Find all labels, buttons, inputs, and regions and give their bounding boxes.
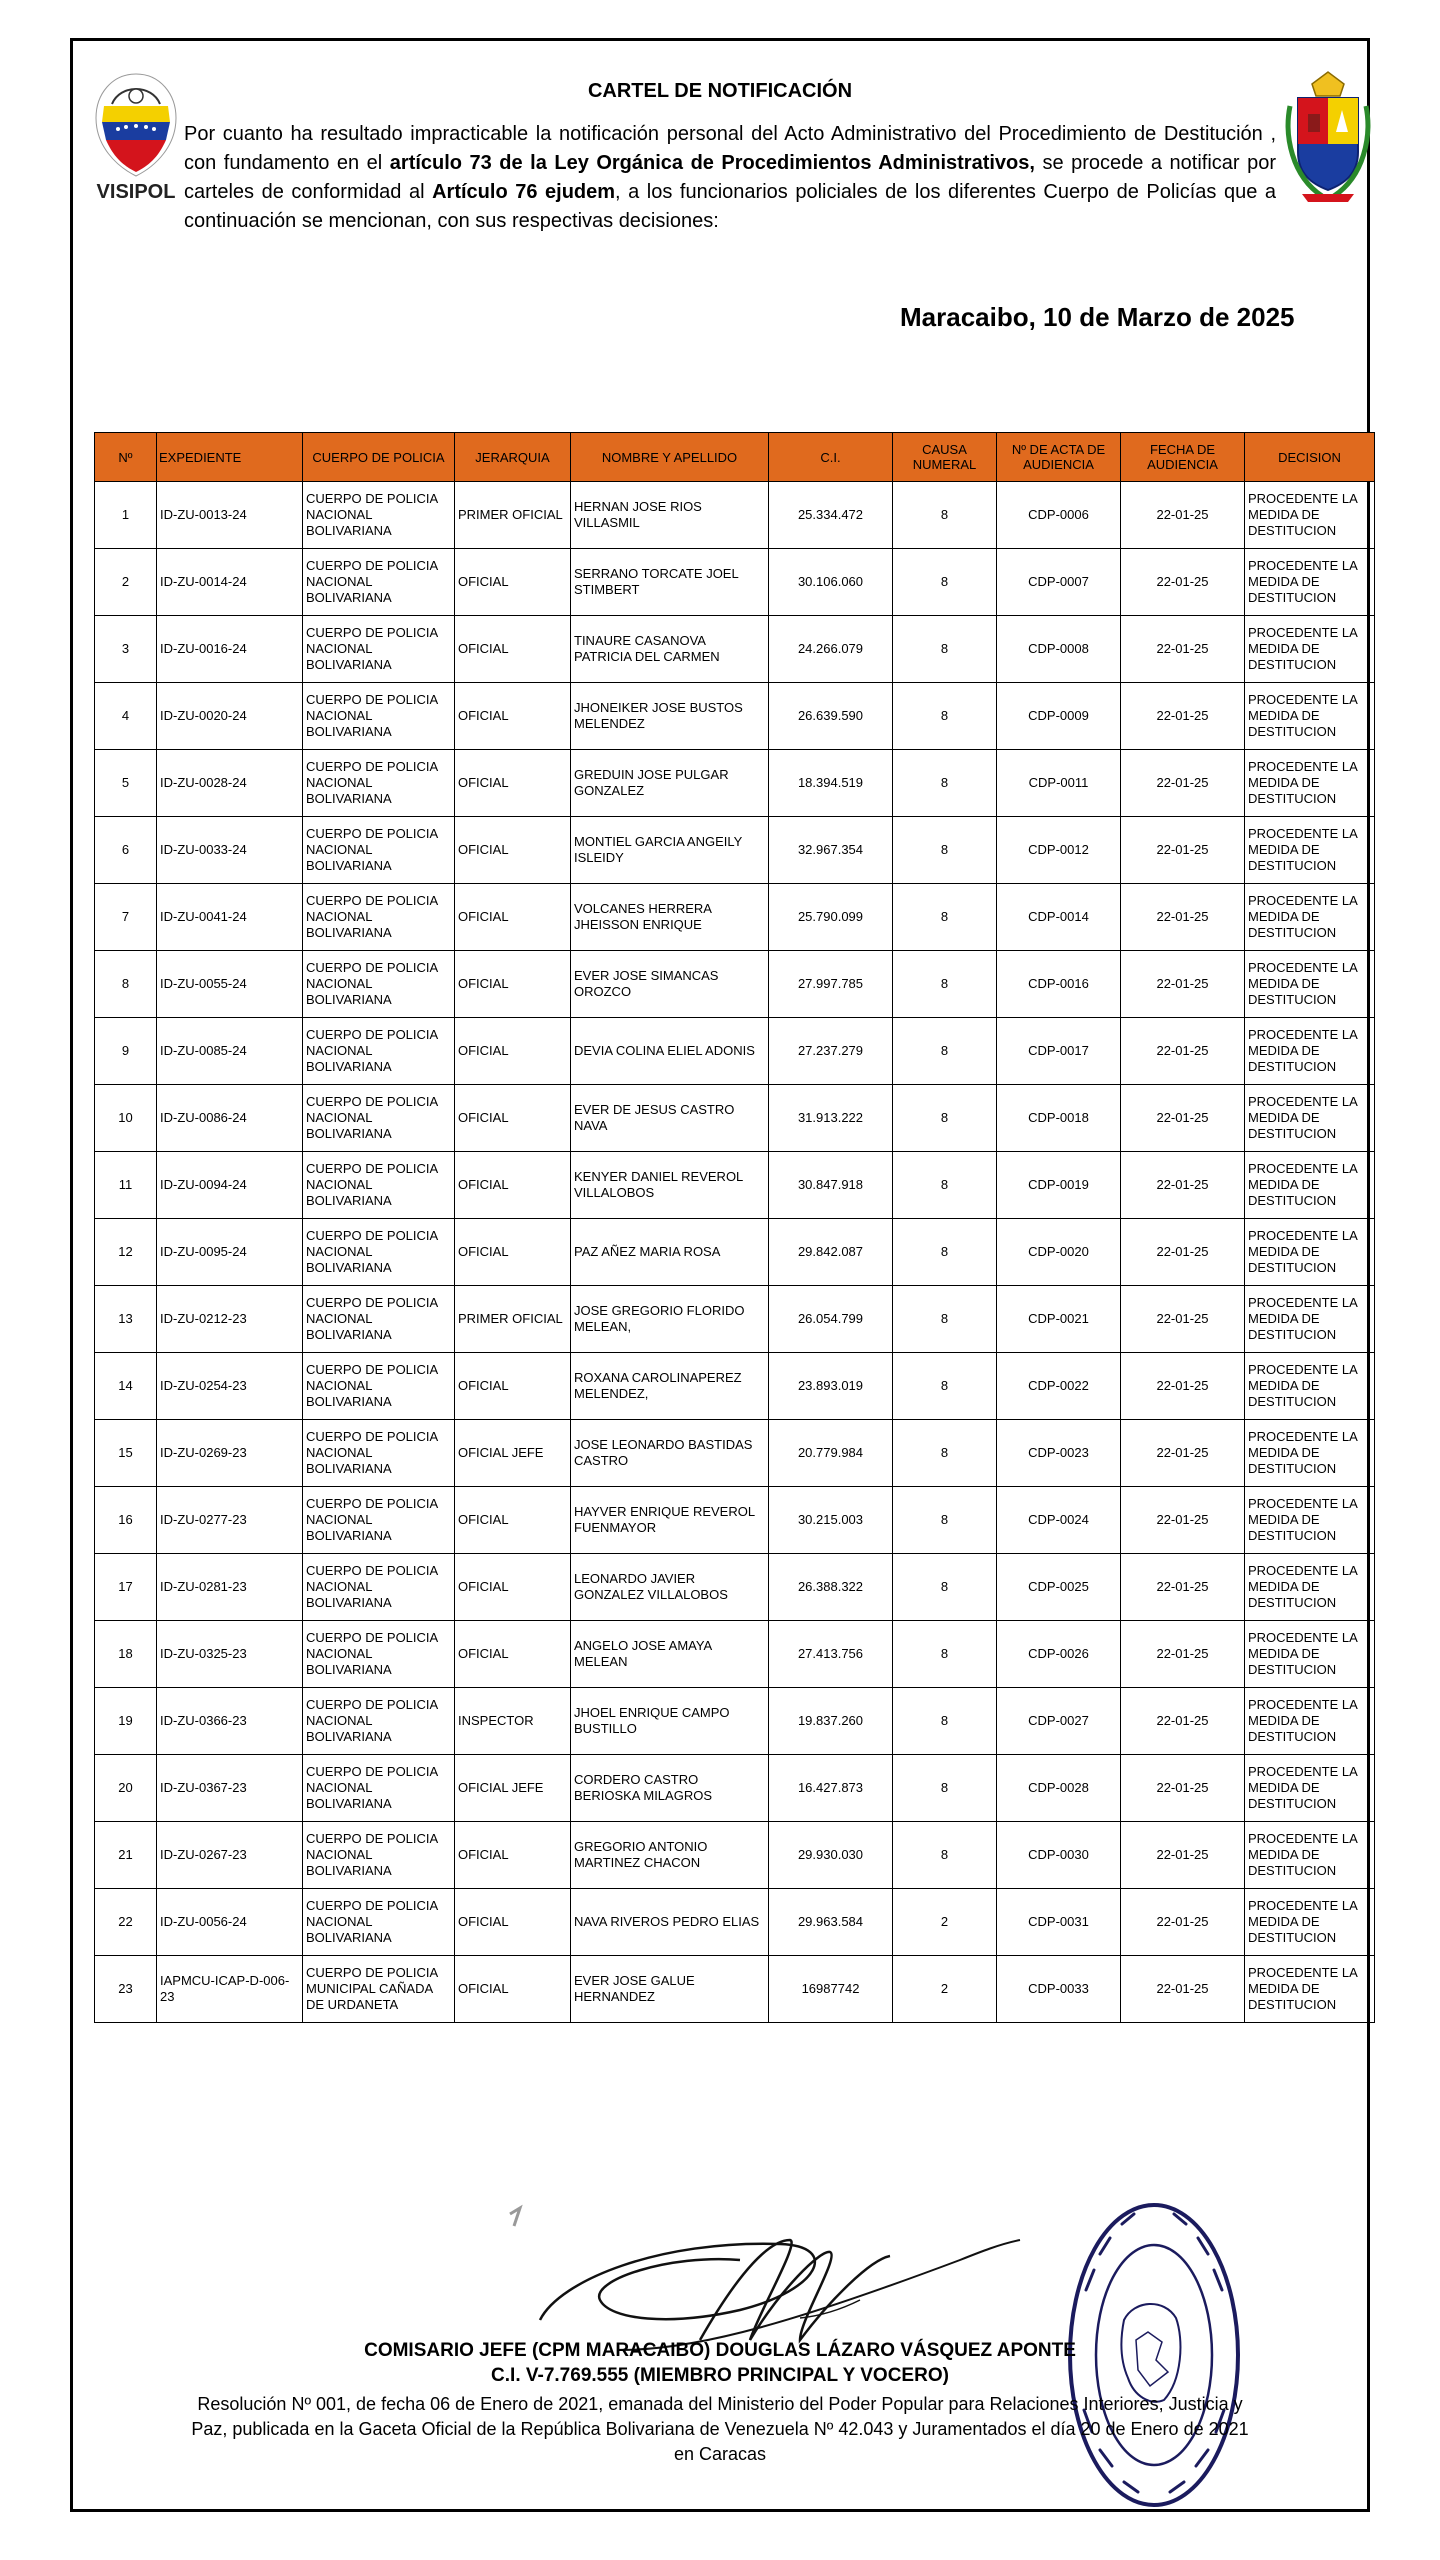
acta-cell: CDP-0021 [997, 1286, 1121, 1353]
fecha-cell: 22-01-25 [1121, 1219, 1245, 1286]
fecha-cell: 22-01-25 [1121, 1621, 1245, 1688]
fecha-cell: 22-01-25 [1121, 951, 1245, 1018]
decision-cell: PROCEDENTE LA MEDIDA DE DESTITUCION [1245, 1621, 1375, 1688]
intro-text-1: Por cuanto ha resultado impracticable la notificación personal del Acto Administrativo del Procedimiento de Destitución , con fundamento en el [184, 123, 1276, 174]
cedula-cell: 29.963.584 [769, 1889, 893, 1956]
causa-cell: 8 [893, 1152, 997, 1219]
decision-cell: PROCEDENTE LA MEDIDA DE DESTITUCION [1245, 1353, 1375, 1420]
signer-name: COMISARIO JEFE (CPM MARACAIBO) DOUGLAS LÁZARO VÁSQUEZ APONTE [364, 2340, 1076, 2361]
nombre-cell: MONTIEL GARCIA ANGEILY ISLEIDY [571, 817, 769, 884]
column-header: NOMBRE Y APELLIDO [571, 433, 769, 482]
row-number: 19 [95, 1688, 157, 1755]
row-number: 18 [95, 1621, 157, 1688]
cuerpo-policia-cell: CUERPO DE POLICIA NACIONAL BOLIVARIANA [303, 1353, 455, 1420]
nombre-cell: GREGORIO ANTONIO MARTINEZ CHACON [571, 1822, 769, 1889]
table-row [95, 1755, 1375, 1822]
jerarquia-cell: OFICIAL [455, 951, 571, 1018]
expediente-cell: ID-ZU-0086-24 [157, 1085, 303, 1152]
cuerpo-policia-cell: CUERPO DE POLICIA NACIONAL BOLIVARIANA [303, 1152, 455, 1219]
expediente-cell: ID-ZU-0277-23 [157, 1487, 303, 1554]
table-row [95, 549, 1375, 616]
table-row [95, 1889, 1375, 1956]
cedula-cell: 26.054.799 [769, 1286, 893, 1353]
decision-cell: PROCEDENTE LA MEDIDA DE DESTITUCION [1245, 1286, 1375, 1353]
nombre-cell: ROXANA CAROLINAPEREZ MELENDEZ, [571, 1353, 769, 1420]
acta-cell: CDP-0009 [997, 683, 1121, 750]
causa-cell: 8 [893, 1487, 997, 1554]
causa-cell: 8 [893, 884, 997, 951]
jerarquia-cell: OFICIAL [455, 1353, 571, 1420]
expediente-cell: ID-ZU-0281-23 [157, 1554, 303, 1621]
nombre-cell: GREDUIN JOSE PULGAR GONZALEZ [571, 750, 769, 817]
jerarquia-cell: OFICIAL JEFE [455, 1755, 571, 1822]
fecha-cell: 22-01-25 [1121, 549, 1245, 616]
cuerpo-policia-cell: CUERPO DE POLICIA NACIONAL BOLIVARIANA [303, 549, 455, 616]
nombre-cell: LEONARDO JAVIER GONZALEZ VILLALOBOS [571, 1554, 769, 1621]
decision-cell: PROCEDENTE LA MEDIDA DE DESTITUCION [1245, 1152, 1375, 1219]
causa-cell: 8 [893, 1353, 997, 1420]
nombre-cell: DEVIA COLINA ELIEL ADONIS [571, 1018, 769, 1085]
cuerpo-policia-cell: CUERPO DE POLICIA NACIONAL BOLIVARIANA [303, 1487, 455, 1554]
table-row [95, 1487, 1375, 1554]
cedula-cell: 25.790.099 [769, 884, 893, 951]
decision-cell: PROCEDENTE LA MEDIDA DE DESTITUCION [1245, 884, 1375, 951]
acta-cell: CDP-0022 [997, 1353, 1121, 1420]
fecha-cell: 22-01-25 [1121, 1487, 1245, 1554]
jerarquia-cell: OFICIAL [455, 1554, 571, 1621]
visipol-logo-text: VISIPOL [96, 181, 176, 203]
cedula-cell: 27.997.785 [769, 951, 893, 1018]
expediente-cell: ID-ZU-0055-24 [157, 951, 303, 1018]
jerarquia-cell: OFICIAL [455, 1889, 571, 1956]
column-header: EXPEDIENTE [157, 433, 303, 482]
jerarquia-cell: OFICIAL [455, 1018, 571, 1085]
expediente-cell: ID-ZU-0094-24 [157, 1152, 303, 1219]
decision-cell: PROCEDENTE LA MEDIDA DE DESTITUCION [1245, 482, 1375, 549]
decision-cell: PROCEDENTE LA MEDIDA DE DESTITUCION [1245, 1219, 1375, 1286]
nombre-cell: JOSE GREGORIO FLORIDO MELEAN, [571, 1286, 769, 1353]
table-row [95, 1085, 1375, 1152]
causa-cell: 8 [893, 1219, 997, 1286]
row-number: 9 [95, 1018, 157, 1085]
acta-cell: CDP-0025 [997, 1554, 1121, 1621]
cuerpo-policia-cell: CUERPO DE POLICIA NACIONAL BOLIVARIANA [303, 1621, 455, 1688]
expediente-cell: ID-ZU-0267-23 [157, 1822, 303, 1889]
cedula-cell: 16.427.873 [769, 1755, 893, 1822]
row-number: 1 [95, 482, 157, 549]
nombre-cell: HERNAN JOSE RIOS VILLASMIL [571, 482, 769, 549]
expediente-cell: ID-ZU-0254-23 [157, 1353, 303, 1420]
nombre-cell: ANGELO JOSE AMAYA MELEAN [571, 1621, 769, 1688]
causa-cell: 8 [893, 1420, 997, 1487]
row-number: 10 [95, 1085, 157, 1152]
cedula-cell: 24.266.079 [769, 616, 893, 683]
causa-cell: 8 [893, 1554, 997, 1621]
acta-cell: CDP-0023 [997, 1420, 1121, 1487]
expediente-cell: ID-ZU-0325-23 [157, 1621, 303, 1688]
cuerpo-policia-cell: CUERPO DE POLICIA NACIONAL BOLIVARIANA [303, 1755, 455, 1822]
jerarquia-cell: INSPECTOR [455, 1688, 571, 1755]
expediente-cell: ID-ZU-0367-23 [157, 1755, 303, 1822]
causa-cell: 8 [893, 1822, 997, 1889]
column-header: DECISION [1245, 433, 1375, 482]
acta-cell: CDP-0008 [997, 616, 1121, 683]
nombre-cell: TINAURE CASANOVA PATRICIA DEL CARMEN [571, 616, 769, 683]
jerarquia-cell: PRIMER OFICIAL [455, 482, 571, 549]
nombre-cell: KENYER DANIEL REVEROL VILLALOBOS [571, 1152, 769, 1219]
acta-cell: CDP-0012 [997, 817, 1121, 884]
cedula-cell: 29.842.087 [769, 1219, 893, 1286]
jerarquia-cell: OFICIAL [455, 750, 571, 817]
row-number: 15 [95, 1420, 157, 1487]
fecha-cell: 22-01-25 [1121, 817, 1245, 884]
document-title: CARTEL DE NOTIFICACIÓN [587, 80, 853, 102]
cedula-cell: 27.237.279 [769, 1018, 893, 1085]
row-number: 7 [95, 884, 157, 951]
acta-cell: CDP-0016 [997, 951, 1121, 1018]
cedula-cell: 27.413.756 [769, 1621, 893, 1688]
column-header: FECHA DE AUDIENCIA [1121, 433, 1245, 482]
cuerpo-policia-cell: CUERPO DE POLICIA NACIONAL BOLIVARIANA [303, 1420, 455, 1487]
nombre-cell: NAVA RIVEROS PEDRO ELIAS [571, 1889, 769, 1956]
row-number: 20 [95, 1755, 157, 1822]
cuerpo-policia-cell: CUERPO DE POLICIA NACIONAL BOLIVARIANA [303, 1822, 455, 1889]
decision-cell: PROCEDENTE LA MEDIDA DE DESTITUCION [1245, 616, 1375, 683]
causa-cell: 2 [893, 1956, 997, 2023]
row-number: 23 [95, 1956, 157, 2023]
cedula-cell: 29.930.030 [769, 1822, 893, 1889]
expediente-cell: ID-ZU-0085-24 [157, 1018, 303, 1085]
cedula-cell: 30.106.060 [769, 549, 893, 616]
jerarquia-cell: OFICIAL [455, 1621, 571, 1688]
cedula-cell: 20.779.984 [769, 1420, 893, 1487]
acta-cell: CDP-0007 [997, 549, 1121, 616]
acta-cell: CDP-0020 [997, 1219, 1121, 1286]
cedula-cell: 25.334.472 [769, 482, 893, 549]
table-row [95, 1956, 1375, 2023]
acta-cell: CDP-0027 [997, 1688, 1121, 1755]
jerarquia-cell: OFICIAL JEFE [455, 1420, 571, 1487]
cedula-cell: 30.847.918 [769, 1152, 893, 1219]
column-header: JERARQUIA [455, 433, 571, 482]
fecha-cell: 22-01-25 [1121, 482, 1245, 549]
causa-cell: 8 [893, 750, 997, 817]
fecha-cell: 22-01-25 [1121, 1822, 1245, 1889]
table-body [95, 482, 1375, 2023]
intro-paragraph [184, 120, 1276, 236]
jerarquia-cell: OFICIAL [455, 1152, 571, 1219]
decision-cell: PROCEDENTE LA MEDIDA DE DESTITUCION [1245, 1822, 1375, 1889]
cedula-cell: 30.215.003 [769, 1487, 893, 1554]
table-row [95, 1822, 1375, 1889]
row-number: 22 [95, 1889, 157, 1956]
nombre-cell: JHONEIKER JOSE BUSTOS MELENDEZ [571, 683, 769, 750]
cuerpo-policia-cell: CUERPO DE POLICIA NACIONAL BOLIVARIANA [303, 951, 455, 1018]
fecha-cell: 22-01-25 [1121, 1085, 1245, 1152]
jerarquia-cell: PRIMER OFICIAL [455, 1286, 571, 1353]
fecha-cell: 22-01-25 [1121, 1755, 1245, 1822]
jerarquia-cell: OFICIAL [455, 1487, 571, 1554]
jerarquia-cell: OFICIAL [455, 1956, 571, 2023]
cuerpo-policia-cell: CUERPO DE POLICIA NACIONAL BOLIVARIANA [303, 884, 455, 951]
causa-cell: 8 [893, 951, 997, 1018]
jerarquia-cell: OFICIAL [455, 549, 571, 616]
cuerpo-policia-cell: CUERPO DE POLICIA NACIONAL BOLIVARIANA [303, 1688, 455, 1755]
fecha-cell: 22-01-25 [1121, 616, 1245, 683]
table-row [95, 482, 1375, 549]
decision-cell: PROCEDENTE LA MEDIDA DE DESTITUCION [1245, 1755, 1375, 1822]
table-row [95, 817, 1375, 884]
nombre-cell: PAZ AÑEZ MARIA ROSA [571, 1219, 769, 1286]
fecha-cell: 22-01-25 [1121, 1152, 1245, 1219]
cedula-cell: 26.388.322 [769, 1554, 893, 1621]
acta-cell: CDP-0017 [997, 1018, 1121, 1085]
causa-cell: 8 [893, 1286, 997, 1353]
causa-cell: 2 [893, 1889, 997, 1956]
cedula-cell: 19.837.260 [769, 1688, 893, 1755]
row-number: 16 [95, 1487, 157, 1554]
expediente-cell: ID-ZU-0366-23 [157, 1688, 303, 1755]
intro-text-2: se procede a notificar por carteles de conformidad al [184, 152, 1277, 203]
expediente-cell: ID-ZU-0013-24 [157, 482, 303, 549]
cuerpo-policia-cell: CUERPO DE POLICIA NACIONAL BOLIVARIANA [303, 1085, 455, 1152]
acta-cell: CDP-0028 [997, 1755, 1121, 1822]
nombre-cell: EVER JOSE SIMANCAS OROZCO [571, 951, 769, 1018]
jerarquia-cell: OFICIAL [455, 1822, 571, 1889]
decision-cell: PROCEDENTE LA MEDIDA DE DESTITUCION [1245, 1085, 1375, 1152]
acta-cell: CDP-0031 [997, 1889, 1121, 1956]
expediente-cell: ID-ZU-0095-24 [157, 1219, 303, 1286]
decision-cell: PROCEDENTE LA MEDIDA DE DESTITUCION [1245, 817, 1375, 884]
causa-cell: 8 [893, 1018, 997, 1085]
column-header: Nº DE ACTA DE AUDIENCIA [997, 433, 1121, 482]
table-row [95, 951, 1375, 1018]
fecha-cell: 22-01-25 [1121, 683, 1245, 750]
acta-cell: CDP-0011 [997, 750, 1121, 817]
cuerpo-policia-cell: CUERPO DE POLICIA MUNICIPAL CAÑADA DE URDANETA [303, 1956, 455, 2023]
fecha-cell: 22-01-25 [1121, 1018, 1245, 1085]
row-number: 14 [95, 1353, 157, 1420]
cedula-cell: 31.913.222 [769, 1085, 893, 1152]
acta-cell: CDP-0018 [997, 1085, 1121, 1152]
table-row [95, 683, 1375, 750]
expediente-cell: ID-ZU-0269-23 [157, 1420, 303, 1487]
expediente-cell: ID-ZU-0041-24 [157, 884, 303, 951]
table-header-row [95, 433, 1375, 482]
table-row [95, 1621, 1375, 1688]
acta-cell: CDP-0030 [997, 1822, 1121, 1889]
decision-cell: PROCEDENTE LA MEDIDA DE DESTITUCION [1245, 1487, 1375, 1554]
column-header: C.I. [769, 433, 893, 482]
table-row [95, 1688, 1375, 1755]
jerarquia-cell: OFICIAL [455, 683, 571, 750]
decision-cell: PROCEDENTE LA MEDIDA DE DESTITUCION [1245, 1889, 1375, 1956]
cuerpo-policia-cell: CUERPO DE POLICIA NACIONAL BOLIVARIANA [303, 1219, 455, 1286]
causa-cell: 8 [893, 817, 997, 884]
nombre-cell: EVER DE JESUS CASTRO NAVA [571, 1085, 769, 1152]
decision-cell: PROCEDENTE LA MEDIDA DE DESTITUCION [1245, 750, 1375, 817]
cuerpo-policia-cell: CUERPO DE POLICIA NACIONAL BOLIVARIANA [303, 1286, 455, 1353]
cuerpo-policia-cell: CUERPO DE POLICIA NACIONAL BOLIVARIANA [303, 683, 455, 750]
expediente-cell: ID-ZU-0212-23 [157, 1286, 303, 1353]
row-number: 21 [95, 1822, 157, 1889]
acta-cell: CDP-0024 [997, 1487, 1121, 1554]
row-number: 8 [95, 951, 157, 1018]
cuerpo-policia-cell: CUERPO DE POLICIA NACIONAL BOLIVARIANA [303, 1889, 455, 1956]
nombre-cell: JHOEL ENRIQUE CAMPO BUSTILLO [571, 1688, 769, 1755]
row-number: 3 [95, 616, 157, 683]
fecha-cell: 22-01-25 [1121, 1889, 1245, 1956]
row-number: 4 [95, 683, 157, 750]
nombre-cell: SERRANO TORCATE JOEL STIMBERT [571, 549, 769, 616]
row-number: 2 [95, 549, 157, 616]
fecha-cell: 22-01-25 [1121, 884, 1245, 951]
cuerpo-policia-cell: CUERPO DE POLICIA NACIONAL BOLIVARIANA [303, 1018, 455, 1085]
intro-bold-1: artículo 73 de la Ley Orgánica de Procedimientos Administrativos, [389, 152, 1035, 174]
causa-cell: 8 [893, 482, 997, 549]
notification-table [94, 432, 1375, 2023]
decision-cell: PROCEDENTE LA MEDIDA DE DESTITUCION [1245, 1688, 1375, 1755]
row-number: 12 [95, 1219, 157, 1286]
causa-cell: 8 [893, 549, 997, 616]
cuerpo-policia-cell: CUERPO DE POLICIA NACIONAL BOLIVARIANA [303, 482, 455, 549]
intro-text-3: , a los funcionarios policiales de los diferentes Cuerpo de Policías que a continuación se mencionan, con sus respectivas decisiones: [184, 181, 1276, 232]
causa-cell: 8 [893, 683, 997, 750]
cedula-cell: 16987742 [769, 1956, 893, 2023]
nombre-cell: VOLCANES HERRERA JHEISSON ENRIQUE [571, 884, 769, 951]
table-row [95, 1152, 1375, 1219]
cuerpo-policia-cell: CUERPO DE POLICIA NACIONAL BOLIVARIANA [303, 817, 455, 884]
decision-cell: PROCEDENTE LA MEDIDA DE DESTITUCION [1245, 683, 1375, 750]
acta-cell: CDP-0014 [997, 884, 1121, 951]
fecha-cell: 22-01-25 [1121, 1420, 1245, 1487]
jerarquia-cell: OFICIAL [455, 616, 571, 683]
expediente-cell: ID-ZU-0056-24 [157, 1889, 303, 1956]
causa-cell: 8 [893, 1688, 997, 1755]
expediente-cell: IAPMCU-ICAP-D-006-23 [157, 1956, 303, 2023]
acta-cell: CDP-0006 [997, 482, 1121, 549]
fecha-cell: 22-01-25 [1121, 750, 1245, 817]
acta-cell: CDP-0026 [997, 1621, 1121, 1688]
decision-cell: PROCEDENTE LA MEDIDA DE DESTITUCION [1245, 549, 1375, 616]
table-row [95, 616, 1375, 683]
table-row [95, 884, 1375, 951]
decision-cell: PROCEDENTE LA MEDIDA DE DESTITUCION [1245, 951, 1375, 1018]
decision-cell: PROCEDENTE LA MEDIDA DE DESTITUCION [1245, 1554, 1375, 1621]
expediente-cell: ID-ZU-0033-24 [157, 817, 303, 884]
decision-cell: PROCEDENTE LA MEDIDA DE DESTITUCION [1245, 1420, 1375, 1487]
jerarquia-cell: OFICIAL [455, 1085, 571, 1152]
row-number: 5 [95, 750, 157, 817]
cedula-cell: 23.893.019 [769, 1353, 893, 1420]
acta-cell: CDP-0019 [997, 1152, 1121, 1219]
decision-cell: PROCEDENTE LA MEDIDA DE DESTITUCION [1245, 1018, 1375, 1085]
causa-cell: 8 [893, 616, 997, 683]
intro-bold-2: Artículo 76 ejudem [432, 181, 616, 203]
expediente-cell: ID-ZU-0020-24 [157, 683, 303, 750]
table-row [95, 750, 1375, 817]
cuerpo-policia-cell: CUERPO DE POLICIA NACIONAL BOLIVARIANA [303, 616, 455, 683]
table-row [95, 1420, 1375, 1487]
jerarquia-cell: OFICIAL [455, 1219, 571, 1286]
cuerpo-policia-cell: CUERPO DE POLICIA NACIONAL BOLIVARIANA [303, 1554, 455, 1621]
signer-id: C.I. V-7.769.555 (MIEMBRO PRINCIPAL Y VOCERO) [491, 2365, 949, 2386]
causa-cell: 8 [893, 1755, 997, 1822]
resolution-text: Resolución Nº 001, de fecha 06 de Enero de 2021, emanada del Ministerio del Poder Popular para Relaciones Interiores, Justicia y Paz, publicada en la Gaceta Oficial de la República Bolivariana de Venezuela Nº 42.043 y Juramentados el día 20 de Enero de 2021 en Caracas [191, 2394, 1249, 2464]
expediente-cell: ID-ZU-0014-24 [157, 549, 303, 616]
fecha-cell: 22-01-25 [1121, 1956, 1245, 2023]
nombre-cell: HAYVER ENRIQUE REVEROL FUENMAYOR [571, 1487, 769, 1554]
fecha-cell: 22-01-25 [1121, 1286, 1245, 1353]
decision-cell: PROCEDENTE LA MEDIDA DE DESTITUCION [1245, 1956, 1375, 2023]
table-row [95, 1018, 1375, 1085]
nombre-cell: CORDERO CASTRO BERIOSKA MILAGROS [571, 1755, 769, 1822]
expediente-cell: ID-ZU-0016-24 [157, 616, 303, 683]
causa-cell: 8 [893, 1621, 997, 1688]
acta-cell: CDP-0033 [997, 1956, 1121, 2023]
column-header: CUERPO DE POLICIA [303, 433, 455, 482]
causa-cell: 8 [893, 1085, 997, 1152]
row-number: 13 [95, 1286, 157, 1353]
jerarquia-cell: OFICIAL [455, 884, 571, 951]
cedula-cell: 18.394.519 [769, 750, 893, 817]
signer-block [0, 2338, 1440, 2388]
fecha-cell: 22-01-25 [1121, 1688, 1245, 1755]
nombre-cell: EVER JOSE GALUE HERNANDEZ [571, 1956, 769, 2023]
row-number: 6 [95, 817, 157, 884]
expediente-cell: ID-ZU-0028-24 [157, 750, 303, 817]
row-number: 11 [95, 1152, 157, 1219]
table-row [95, 1554, 1375, 1621]
fecha-cell: 22-01-25 [1121, 1353, 1245, 1420]
column-header: CAUSA NUMERAL [893, 433, 997, 482]
column-header: Nº [95, 433, 157, 482]
cedula-cell: 32.967.354 [769, 817, 893, 884]
fecha-cell: 22-01-25 [1121, 1554, 1245, 1621]
cuerpo-policia-cell: CUERPO DE POLICIA NACIONAL BOLIVARIANA [303, 750, 455, 817]
jerarquia-cell: OFICIAL [455, 817, 571, 884]
nombre-cell: JOSE LEONARDO BASTIDAS CASTRO [571, 1420, 769, 1487]
table-row [95, 1219, 1375, 1286]
cedula-cell: 26.639.590 [769, 683, 893, 750]
table-row [95, 1286, 1375, 1353]
place-date: Maracaibo, 10 de Marzo de 2025 [900, 302, 1295, 332]
row-number: 17 [95, 1554, 157, 1621]
table-row [95, 1353, 1375, 1420]
